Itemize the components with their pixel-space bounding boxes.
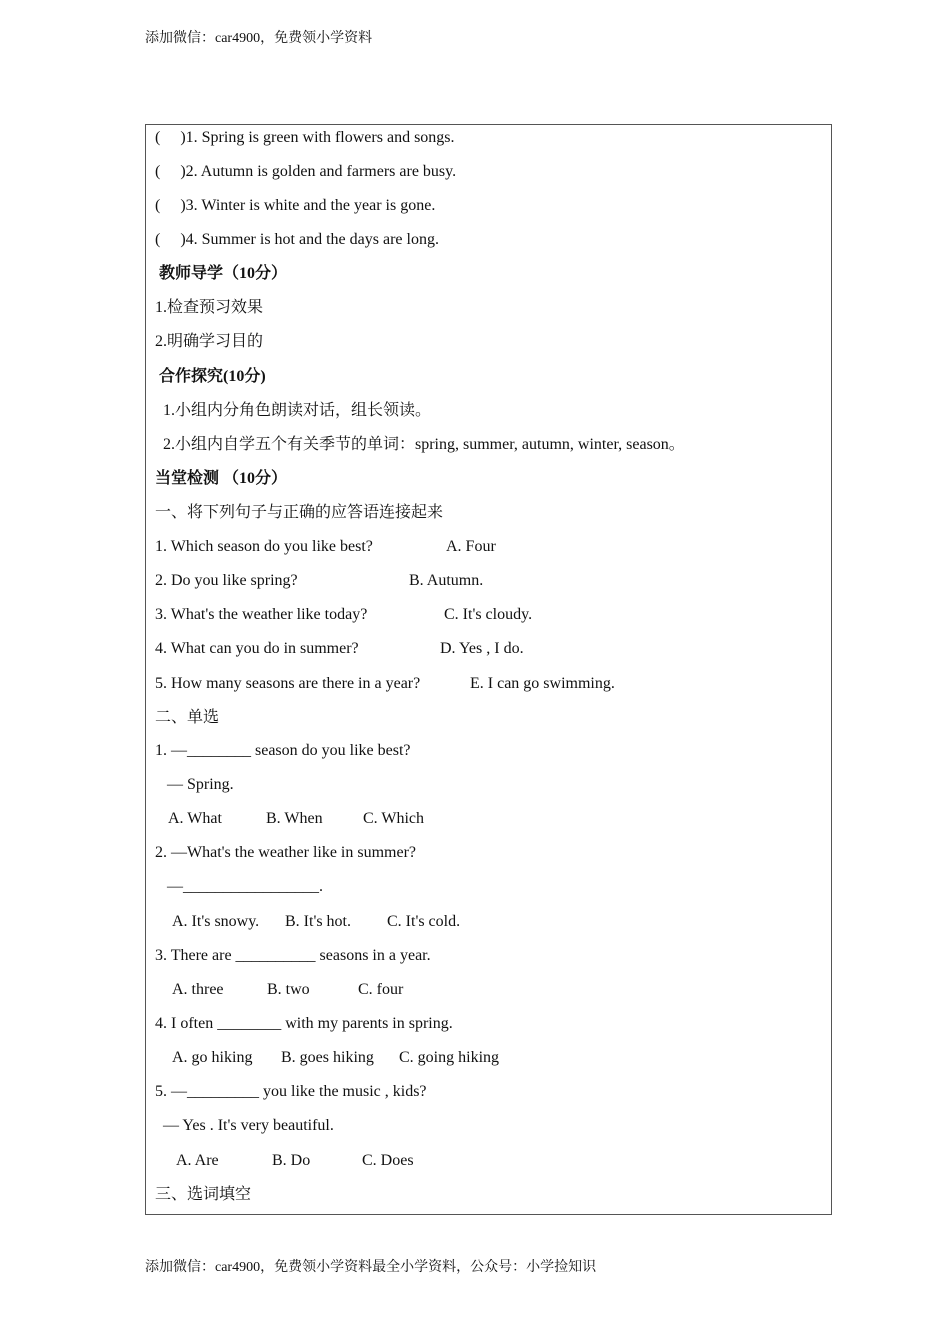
choice-5-option-b: B. Do [272, 1152, 311, 1169]
match-answer-c: C. It's cloudy. [444, 606, 533, 623]
choice-response-1: — Spring. [155, 776, 234, 793]
choice-3-option-a: A. three [172, 981, 224, 998]
section-heading-cooperation: 合作探究(10分) [155, 368, 266, 385]
choice-3-option-c: C. four [358, 981, 404, 998]
match-question-4: 4. What can you do in summer? [155, 640, 359, 657]
choice-response-5: — Yes . It's very beautiful. [155, 1117, 334, 1134]
choice-question-4: 4. I often ________ with my parents in spring. [155, 1015, 453, 1032]
match-question-5: 5. How many seasons are there in a year? [155, 675, 421, 692]
match-answer-e: E. I can go swimming. [470, 675, 615, 692]
choice-4-option-b: B. goes hiking [281, 1049, 374, 1066]
choice-4-option-c: C. going hiking [399, 1049, 500, 1066]
cooperation-item-1: 1.小组内分角色朗读对话，组长领读。 [155, 402, 432, 419]
choice-2-option-a: A. It's snowy. [172, 913, 260, 930]
choice-2-option-b: B. It's hot. [285, 913, 351, 930]
cooperation-item-2: 2.小组内自学五个有关季节的单词：spring, summer, autumn, winter, season。 [155, 436, 685, 453]
choice-5-option-c: C. Does [362, 1152, 414, 1169]
judge-item-1: ( )1. Spring is green with flowers and songs. [155, 129, 455, 146]
choice-3-option-b: B. two [267, 981, 310, 998]
choice-1-option-c: C. Which [363, 810, 425, 827]
choice-4-option-a: A. go hiking [172, 1049, 253, 1066]
section-heading-teacher-guide: 教师导学（10分） [155, 265, 288, 282]
match-question-3: 3. What's the weather like today? [155, 606, 368, 623]
choice-question-5: 5. —_________ you like the music , kids? [155, 1083, 427, 1100]
match-answer-d: D. Yes , I do. [440, 640, 524, 657]
judge-item-2: ( )2. Autumn is golden and farmers are busy. [155, 163, 457, 180]
teacher-guide-item-2: 2.明确学习目的 [155, 333, 264, 350]
match-question-2: 2. Do you like spring? [155, 572, 298, 589]
part-two-title: 二、单选 [155, 709, 220, 726]
choice-5-option-a: A. Are [176, 1152, 219, 1169]
worksheet-box [145, 124, 832, 1215]
page-footer: 添加微信：car4900，免费领小学资料最全小学资料，公众号：小学捡知识 [145, 1260, 597, 1275]
choice-question-3: 3. There are __________ seasons in a year. [155, 947, 431, 964]
choice-response-2: —_________________. [155, 878, 323, 895]
choice-question-2: 2. —What's the weather like in summer? [155, 844, 417, 861]
judge-item-4: ( )4. Summer is hot and the days are long. [155, 231, 439, 248]
match-answer-b: B. Autumn. [409, 572, 484, 589]
teacher-guide-item-1: 1.检查预习效果 [155, 299, 264, 316]
choice-2-option-c: C. It's cold. [387, 913, 461, 930]
section-heading-test: 当堂检测 （10分） [155, 470, 288, 487]
part-three-title: 三、选词填空 [155, 1186, 252, 1203]
match-answer-a: A. Four [446, 538, 496, 555]
page-header: 添加微信：car4900，免费领小学资料 [145, 31, 373, 46]
choice-1-option-a: A. What [168, 810, 222, 827]
part-one-title: 一、将下列句子与正确的应答语连接起来 [155, 504, 444, 521]
match-question-1: 1. Which season do you like best? [155, 538, 373, 555]
choice-question-1: 1. —________ season do you like best? [155, 742, 411, 759]
judge-item-3: ( )3. Winter is white and the year is gone. [155, 197, 436, 214]
choice-1-option-b: B. When [266, 810, 323, 827]
